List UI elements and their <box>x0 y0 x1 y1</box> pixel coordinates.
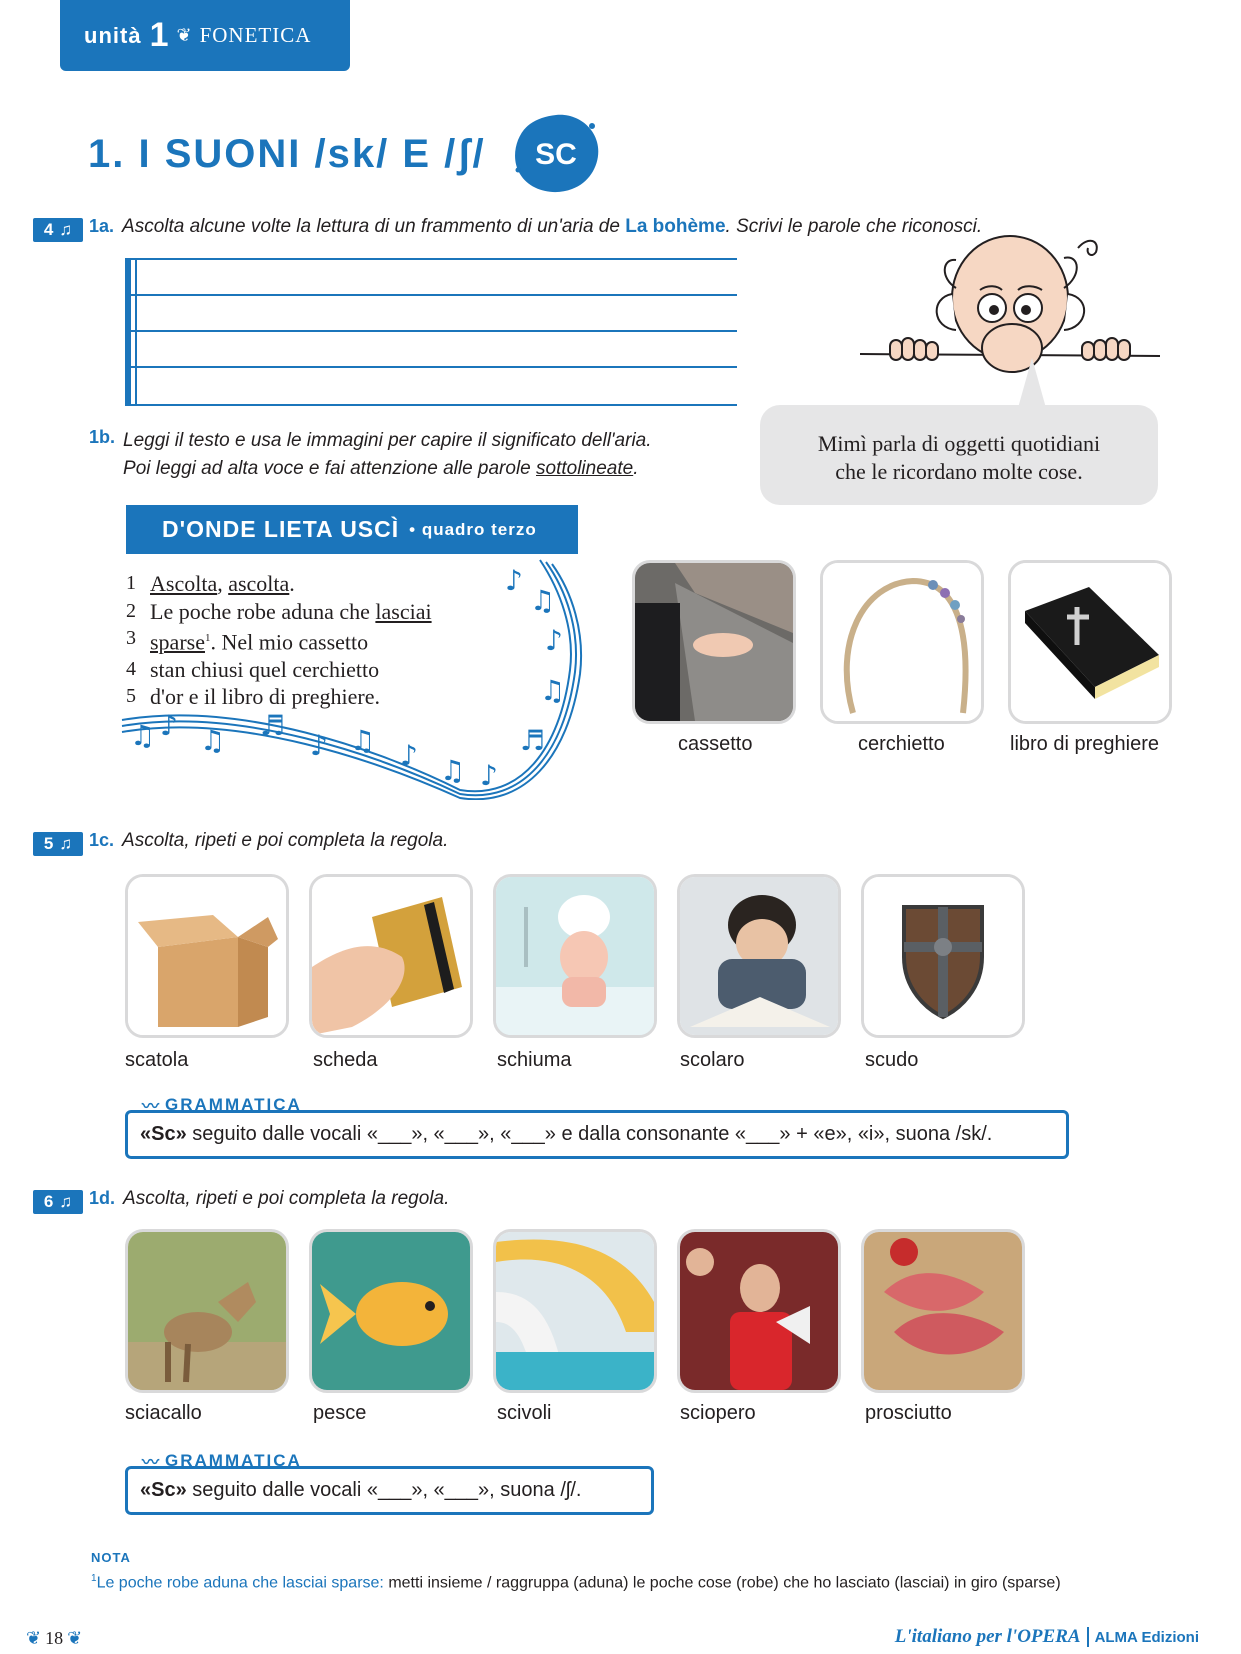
svg-text:♬: ♬ <box>520 724 546 757</box>
mimi-cartoon-illustration <box>860 228 1160 398</box>
audio-track-badge-6[interactable]: 6 ♫ <box>33 1190 83 1214</box>
image-cerchietto <box>820 560 984 724</box>
music-note-icon: ♫ <box>59 834 73 853</box>
caption-prosciutto: prosciutto <box>865 1402 952 1424</box>
aria-line: 5 d'or e il libro di preghiere. <box>126 684 381 710</box>
caption-libro-di-preghiere: libro di preghiere <box>1010 733 1159 755</box>
note-heading: NOTA <box>91 1550 131 1565</box>
exercise-number: 1b. <box>89 427 116 447</box>
caption-sciopero: sciopero <box>680 1402 756 1424</box>
page-title: 1. I SUONI /sk/ E /ʃ/ <box>88 132 486 176</box>
sc-badge-text: SC <box>535 138 577 171</box>
music-note-icon: ♫ <box>59 220 73 239</box>
grammar-rule-box-sh[interactable]: «Sc» seguito dalle vocali «___», «___», suona /ʃ/. <box>125 1466 654 1515</box>
caption-sciacallo: sciacallo <box>125 1402 202 1424</box>
publisher-name: ALMA Edizioni <box>1094 1628 1199 1646</box>
image-pesce <box>309 1229 473 1393</box>
image-sciacallo <box>125 1229 289 1393</box>
aria-line: 1 Ascolta, ascolta. <box>126 571 295 596</box>
svg-text:♪: ♪ <box>480 759 498 792</box>
music-notes-decoration <box>120 550 590 800</box>
caption-schiuma: schiuma <box>497 1049 572 1071</box>
exercise-1d: 1d. Ascolta, ripeti e poi completa la regola. <box>89 1188 450 1209</box>
image-libro-di-preghiere <box>1008 560 1172 724</box>
exercise-1a <box>89 216 982 238</box>
image-sciopero <box>677 1229 841 1393</box>
aria-heading: D'ONDE LIETA USCÌ • quadro terzo <box>126 505 578 554</box>
exercise-instruction: Leggi il testo e usa le immagini per capire il significato dell'aria. Poi leggi ad alta voce e fai attenzione alle parole sottolineate. <box>123 430 652 479</box>
page-number-footer <box>26 1628 82 1649</box>
fleuron-icon: ❦ <box>176 25 192 45</box>
aria-line: 3 sparse$^1$. Nel mio cassetto <box>126 627 369 655</box>
image-scatola <box>125 874 289 1038</box>
image-scudo <box>861 874 1025 1038</box>
image-schiuma <box>493 874 657 1038</box>
exercise-instruction: Ascolta alcune volte la lettura di un frammento di un'aria de La bohème. Scrivi le parole che riconosci. <box>122 216 983 237</box>
unit-label: unità <box>84 22 142 48</box>
svg-text:♫: ♫ <box>200 724 226 757</box>
page-number: 18 <box>45 1628 64 1648</box>
exercise-1b <box>89 427 652 483</box>
svg-text:♬: ♬ <box>260 709 286 742</box>
publisher-footer <box>895 1626 1199 1648</box>
image-scheda <box>309 874 473 1038</box>
caption-scudo: scudo <box>865 1049 919 1071</box>
grammar-label: 〰 GRAMMATICA <box>142 1092 302 1117</box>
aria-line: 4 stan chiusi quel cerchietto <box>126 656 380 682</box>
exercise-1c: 1c. Ascolta, ripeti e poi completa la regola. <box>89 830 449 851</box>
aria-line: 2 Le poche robe aduna che lasciai <box>126 598 432 624</box>
svg-text:♪: ♪ <box>505 564 523 597</box>
svg-text:♪: ♪ <box>310 729 328 762</box>
writing-staff[interactable] <box>125 258 737 406</box>
image-cassetto <box>632 560 796 724</box>
grammar-rule-box-sk[interactable]: «Sc» seguito dalle vocali «___», «___», «___» e dalla consonante «___» + «e», «i», suona /sk/. <box>125 1110 1069 1159</box>
music-note-icon: ♫ <box>59 1192 73 1211</box>
svg-text:♫: ♫ <box>540 674 566 707</box>
svg-text:♫: ♫ <box>530 584 556 617</box>
caption-scivoli: scivoli <box>497 1402 552 1424</box>
fleuron-icon: ❦ <box>67 1628 83 1648</box>
book-title: L'italiano per l'OPERA <box>894 1626 1081 1647</box>
image-prosciutto <box>861 1229 1025 1393</box>
exercise-number: 1a. <box>89 216 115 236</box>
svg-text:♪: ♪ <box>160 709 178 742</box>
footer-divider <box>1087 1627 1089 1647</box>
audio-track-badge-5[interactable]: 5 ♫ <box>33 832 83 856</box>
caption-pesce: pesce <box>313 1402 367 1424</box>
unit-number: 1 <box>149 16 169 54</box>
speech-bubble: Mimì parla di oggetti quotidiani che le ricordano molte cose. <box>760 405 1158 505</box>
caption-scheda: scheda <box>313 1049 378 1071</box>
image-scolaro <box>677 874 841 1038</box>
svg-text:♫: ♫ <box>350 724 376 757</box>
bubble-tail <box>1018 358 1046 408</box>
caption-cassetto: cassetto <box>678 733 753 755</box>
caption-cerchietto: cerchietto <box>858 733 945 755</box>
opera-title: La bohème <box>625 216 726 237</box>
svg-text:♫: ♫ <box>130 719 156 752</box>
footnote: $^1$Le poche robe aduna che lasciai sparse: metti insieme / raggruppa (aduna) le poche cose (robe) che ho lasciato (lasciai) in giro (sparse) <box>91 1573 1061 1592</box>
svg-text:♪: ♪ <box>400 739 418 772</box>
grammar-label: 〰 GRAMMATICA <box>142 1448 302 1473</box>
svg-text:♪: ♪ <box>545 624 563 657</box>
svg-text:♫: ♫ <box>440 754 466 787</box>
zigzag-icon: 〰 <box>142 1097 161 1116</box>
zigzag-icon: 〰 <box>142 1453 161 1472</box>
caption-scolaro: scolaro <box>680 1049 745 1071</box>
sc-badge <box>512 112 600 194</box>
caption-scatola: scatola <box>125 1049 189 1071</box>
fleuron-icon: ❦ <box>26 1628 42 1648</box>
image-scivoli <box>493 1229 657 1393</box>
section-title: FONETICA <box>199 23 312 47</box>
unit-header <box>60 0 350 71</box>
audio-track-badge-4[interactable]: 4 ♫ <box>33 218 83 242</box>
